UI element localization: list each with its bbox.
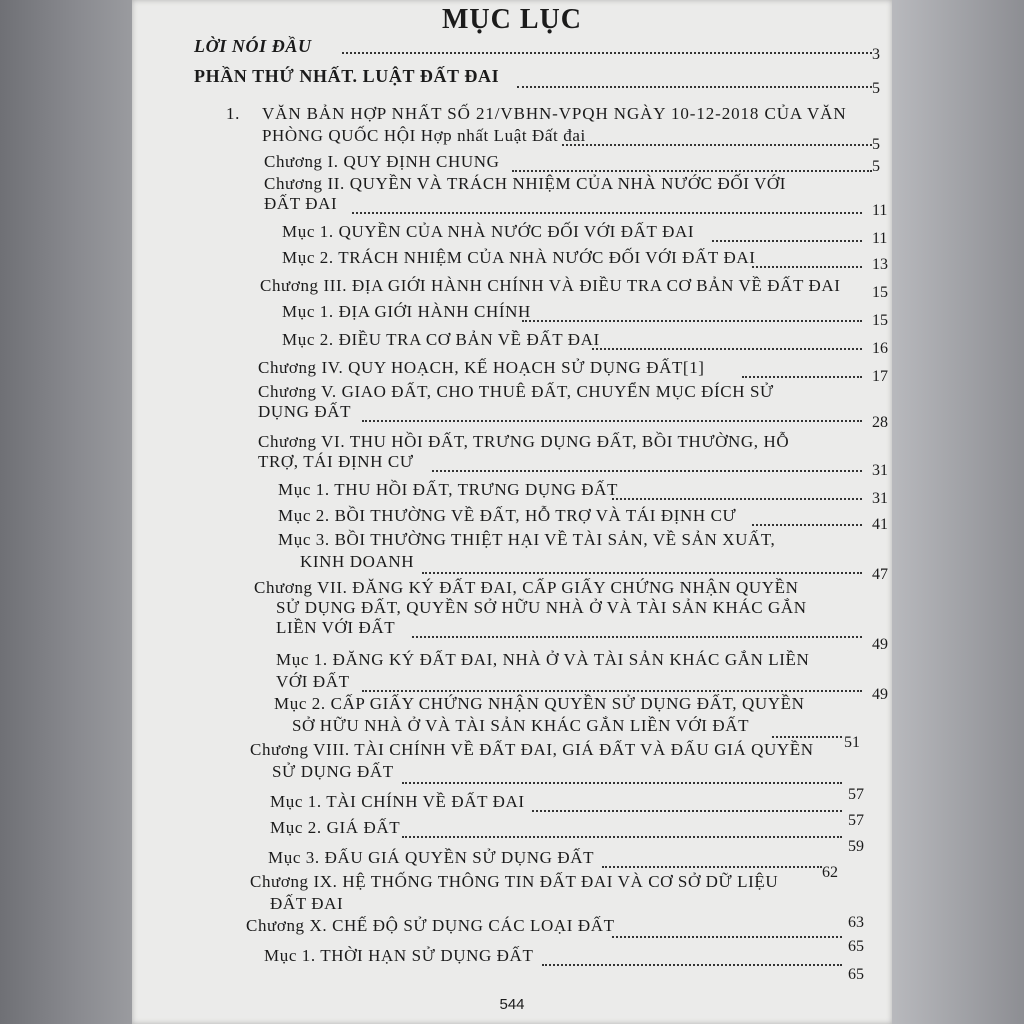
- toc-leader: [752, 524, 862, 526]
- toc-leader: [612, 498, 862, 500]
- toc-leader: [542, 964, 842, 966]
- toc-entry-cont: SỬ DỤNG ĐẤT, QUYỀN SỞ HỮU NHÀ Ở VÀ TÀI SẢN KHÁC GẮN: [276, 598, 807, 617]
- toc-entry-cont: ĐẤT ĐAI: [264, 194, 338, 213]
- toc-entry: Chương VIII. TÀI CHÍNH VỀ ĐẤT ĐAI, GIÁ ĐẤT VÀ ĐẤU GIÁ QUYỀN: [250, 740, 814, 759]
- toc-entry: Chương I. QUY ĐỊNH CHUNG: [264, 152, 500, 171]
- toc-leader: [532, 810, 842, 812]
- toc-entry-page: 17: [872, 368, 888, 385]
- toc-leader: [422, 572, 862, 574]
- toc-entry: Mục 1. ĐỊA GIỚI HÀNH CHÍNH: [282, 302, 531, 321]
- toc-entry-page: 13: [872, 256, 888, 273]
- toc-leader: [517, 86, 872, 88]
- page-number: 544: [499, 996, 525, 1013]
- background-left: [0, 0, 132, 1024]
- toc-leader: [362, 690, 862, 692]
- toc-entry: Mục 1. THU HỒI ĐẤT, TRƯNG DỤNG ĐẤT: [278, 480, 619, 499]
- document-page: [132, 0, 892, 1024]
- toc-leader: [752, 266, 862, 268]
- toc-entry-cont: KINH DOANH: [300, 552, 415, 571]
- toc-entry: Mục 1. ĐĂNG KÝ ĐẤT ĐAI, NHÀ Ở VÀ TÀI SẢN KHÁC GẮN LIỀN: [276, 650, 810, 669]
- toc-entry-page: 62: [822, 864, 838, 881]
- toc-leader: [742, 376, 862, 378]
- toc-entry: Mục 1. TÀI CHÍNH VỀ ĐẤT ĐAI: [270, 792, 525, 811]
- toc-entry-page: 15: [872, 284, 888, 301]
- toc-entry-page: 65: [848, 966, 864, 983]
- toc-entry: Mục 1. QUYỀN CỦA NHÀ NƯỚC ĐỐI VỚI ĐẤT ĐAI: [282, 222, 695, 241]
- toc-entry-cont: VỚI ĐẤT: [276, 672, 350, 691]
- toc-entry: Mục 2. BỒI THƯỜNG VỀ ĐẤT, HỖ TRỢ VÀ TÁI ĐỊNH CƯ: [278, 506, 737, 525]
- toc-entry: Chương IV. QUY HOẠCH, KẾ HOẠCH SỬ DỤNG ĐẤT[1]: [258, 358, 705, 377]
- toc-entry-page: 47: [872, 566, 888, 583]
- toc-entry-page: 59: [848, 838, 864, 855]
- toc-entry-page: 57: [848, 786, 864, 803]
- toc-entry: Mục 2. TRÁCH NHIỆM CỦA NHÀ NƯỚC ĐỐI VỚI ĐẤT ĐAI: [282, 248, 756, 267]
- toc-entry: Chương VII. ĐĂNG KÝ ĐẤT ĐAI, CẤP GIẤY CHỨNG NHẬN QUYỀN: [254, 578, 799, 597]
- toc-entry: Chương V. GIAO ĐẤT, CHO THUÊ ĐẤT, CHUYỂN MỤC ĐÍCH SỬ: [258, 382, 774, 401]
- toc-entry: Chương II. QUYỀN VÀ TRÁCH NHIỆM CỦA NHÀ NƯỚC ĐỐI VỚI: [264, 174, 787, 193]
- toc-leader: [772, 736, 842, 738]
- toc-leader: [592, 348, 862, 350]
- toc-item1-number: 1.: [226, 104, 240, 123]
- toc-leader: [342, 52, 872, 54]
- toc-entry-cont: SỞ HỮU NHÀ Ở VÀ TÀI SẢN KHÁC GẮN LIỀN VỚI ĐẤT: [292, 716, 750, 735]
- toc-leader: [512, 170, 872, 172]
- toc-entry: Chương III. ĐỊA GIỚI HÀNH CHÍNH VÀ ĐIỀU TRA CƠ BẢN VỀ ĐẤT ĐAI: [260, 276, 841, 295]
- toc-leader: [612, 936, 842, 938]
- toc-entry-cont: LIỀN VỚI ĐẤT: [276, 618, 396, 637]
- page-title: MỤC LỤC: [442, 4, 582, 35]
- toc-entry: Mục 3. BỒI THƯỜNG THIỆT HẠI VỀ TÀI SẢN, VỀ SẢN XUẤT,: [278, 530, 776, 549]
- toc-entry-page: 63: [848, 914, 864, 931]
- toc-leader: [352, 212, 862, 214]
- toc-leader: [522, 320, 862, 322]
- toc-part1-page: 5: [872, 80, 880, 97]
- toc-item1-page: 5: [872, 136, 880, 153]
- toc-entry-page: 57: [848, 812, 864, 829]
- toc-leader: [362, 420, 862, 422]
- toc-entry-cont: SỬ DỤNG ĐẤT: [272, 762, 394, 781]
- toc-leader: [402, 836, 842, 838]
- toc-leader: [432, 470, 862, 472]
- toc-entry: Chương VI. THU HỒI ĐẤT, TRƯNG DỤNG ĐẤT, BỒI THƯỜNG, HỖ: [258, 432, 790, 451]
- toc-leader: [602, 866, 822, 868]
- toc-leader: [562, 144, 872, 146]
- toc-entry-cont: TRỢ, TÁI ĐỊNH CƯ: [258, 452, 414, 471]
- toc-entry-page: 51: [844, 734, 860, 751]
- toc-entry-cont: ĐẤT ĐAI: [270, 894, 344, 913]
- toc-item1-line1: VĂN BẢN HỢP NHẤT SỐ 21/VBHN-VPQH NGÀY 10-12-2018 CỦA VĂN: [262, 104, 847, 123]
- toc-item1-line2: PHÒNG QUỐC HỘI Hợp nhất Luật Đất đai: [262, 126, 586, 145]
- toc-leader: [712, 240, 862, 242]
- toc-entry: Chương X. CHẾ ĐỘ SỬ DỤNG CÁC LOẠI ĐẤT: [246, 916, 615, 935]
- toc-part1-label: PHẦN THỨ NHẤT. LUẬT ĐẤT ĐAI: [194, 66, 500, 86]
- toc-leader: [402, 782, 842, 784]
- toc-entry-page: 31: [872, 462, 888, 479]
- toc-entry-page: 28: [872, 414, 888, 431]
- toc-entry: Mục 1. THỜI HẠN SỬ DỤNG ĐẤT: [264, 946, 534, 965]
- toc-entry-cont: DỤNG ĐẤT: [258, 402, 352, 421]
- toc-entry-page: 41: [872, 516, 888, 533]
- toc-entry: Mục 2. GIÁ ĐẤT: [270, 818, 401, 837]
- toc-preface-page: 3: [872, 46, 880, 63]
- toc-preface-label: LỜI NÓI ĐẦU: [194, 36, 312, 56]
- toc-entry-page: 15: [872, 312, 888, 329]
- background-right: [892, 0, 1024, 1024]
- toc-entry-page: 65: [848, 938, 864, 955]
- toc-leader: [412, 636, 862, 638]
- toc-entry: Chương IX. HỆ THỐNG THÔNG TIN ĐẤT ĐAI VÀ CƠ SỞ DỮ LIỆU: [250, 872, 779, 891]
- toc-entry-page: 16: [872, 340, 888, 357]
- toc-entry: Mục 2. CẤP GIẤY CHỨNG NHẬN QUYỀN SỬ DỤNG ĐẤT, QUYỀN: [274, 694, 805, 713]
- toc-entry-page: 49: [872, 686, 888, 703]
- toc-entry-page: 11: [872, 202, 888, 219]
- toc-entry: Mục 2. ĐIỀU TRA CƠ BẢN VỀ ĐẤT ĐAI: [282, 330, 600, 349]
- toc-entry-page: 31: [872, 490, 888, 507]
- toc-entry: Mục 3. ĐẤU GIÁ QUYỀN SỬ DỤNG ĐẤT: [268, 848, 595, 867]
- toc-entry-page: 5: [872, 158, 880, 175]
- toc-entry-page: 49: [872, 636, 888, 653]
- toc-entry-page: 11: [872, 230, 888, 247]
